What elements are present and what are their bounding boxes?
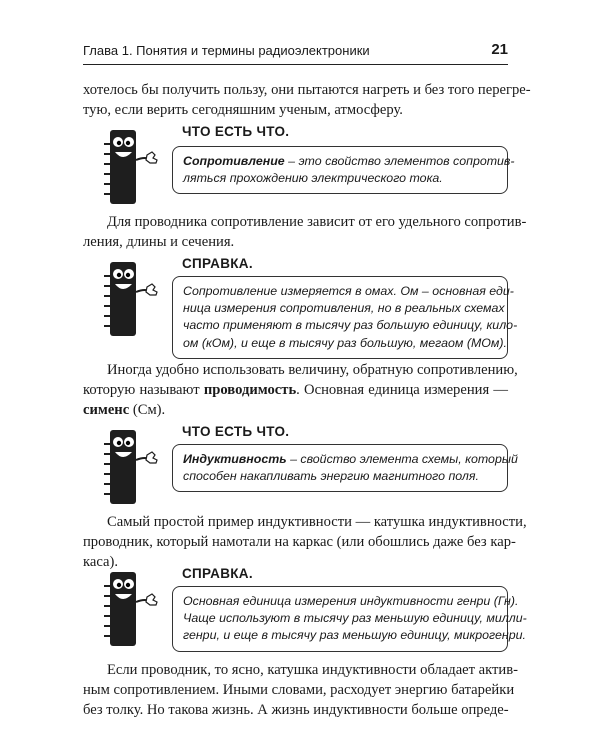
- paragraph-line: ным сопротивлением. Иными словами, расходует энергию батарейки: [83, 682, 515, 698]
- resistor-mascot-icon: [100, 126, 162, 206]
- resistor-mascot-icon: [100, 568, 162, 648]
- callout-text: Сопротивление измеряется в омах. Ом – основная еди-: [183, 284, 514, 298]
- callout-reference-ohm: [100, 256, 518, 350]
- paragraph-line: тую, если верить сегодняшним ученым, атмосферу.: [83, 102, 403, 118]
- paragraph-line: хотелось бы получить пользу, они пытаются нагреть и без того перегре-: [83, 82, 531, 98]
- resistor-mascot-icon: [100, 426, 162, 506]
- bold-term: сименс: [83, 402, 130, 418]
- resistor-mascot-icon: [100, 258, 162, 338]
- callout-definition-resistance: [100, 124, 515, 204]
- callout-box: [172, 444, 518, 492]
- callout-definition-inductance: [100, 424, 518, 504]
- paragraph-line: без толку. Но такова жизнь. А жизнь индуктивности больше опреде-: [83, 702, 509, 718]
- callout-heading: ЧТО ЕСТЬ ЧТО.: [182, 424, 290, 439]
- running-header: [83, 40, 508, 65]
- callout-text: ляться прохождению электрического тока.: [183, 171, 443, 186]
- callout-text: – это свойство элементов сопротив-: [284, 154, 515, 168]
- chapter-title: Глава 1. Понятия и термины радиоэлектроники: [83, 43, 370, 58]
- callout-reference-henry: [100, 566, 527, 656]
- defined-term: Сопротивление: [183, 154, 285, 168]
- callout-box: [172, 146, 515, 194]
- callout-text: Чаще используют в тысячу раз меньшую единицу, милли-: [183, 611, 527, 626]
- callout-text: часто применяют в тысячу раз большую единицу, кило-: [183, 318, 518, 333]
- paragraph-line: ления, длины и сечения.: [83, 234, 235, 250]
- callout-heading: ЧТО ЕСТЬ ЧТО.: [182, 124, 290, 139]
- page-number: 21: [491, 41, 508, 58]
- paragraph-line: Самый простой пример индуктивности — катушка индуктивности,: [107, 514, 527, 530]
- callout-text: способен накапливать энергию магнитного поля.: [183, 469, 479, 484]
- callout-text: ница измерения сопротивления, но в реальных схемах: [183, 301, 505, 316]
- callout-heading: СПРАВКА.: [182, 256, 253, 271]
- callout-text: генри, и еще в тысячу раз меньшую единицу, микрогенри.: [183, 628, 526, 643]
- paragraph-1: [83, 80, 531, 120]
- callout-heading: СПРАВКА.: [182, 566, 253, 581]
- paragraph-line: Для проводника сопротивление зависит от его удельного сопротив-: [107, 214, 527, 230]
- callout-text: ом (кОм), и еще в тысячу раз большую, мегаом (МОм).: [183, 335, 507, 350]
- paragraph-text: (См).: [129, 402, 166, 418]
- paragraph-3: [83, 360, 518, 420]
- bold-term: проводимость: [203, 382, 297, 398]
- paragraph-text: которую называют: [83, 382, 204, 398]
- paragraph-2: [83, 212, 527, 252]
- paragraph-line: каса).: [83, 554, 118, 570]
- defined-term: Индуктивность: [183, 452, 287, 466]
- paragraph-text: . Основная единица измерения —: [296, 382, 508, 398]
- paragraph-line: Иногда удобно использовать величину, обратную сопротивлению,: [107, 362, 518, 378]
- callout-box: [172, 586, 527, 652]
- callout-text: Основная единица измерения индуктивности генри (Гн).: [183, 594, 519, 608]
- paragraph-line: Если проводник, то ясно, катушка индуктивности обладает актив-: [107, 662, 518, 678]
- callout-box: [172, 276, 518, 359]
- callout-text: – свойство элемента схемы, который: [286, 452, 518, 466]
- paragraph-5: [83, 660, 518, 720]
- paragraph-4: [83, 512, 527, 572]
- paragraph-line: проводник, который намотали на каркас (или обошлись даже без кар-: [83, 534, 516, 550]
